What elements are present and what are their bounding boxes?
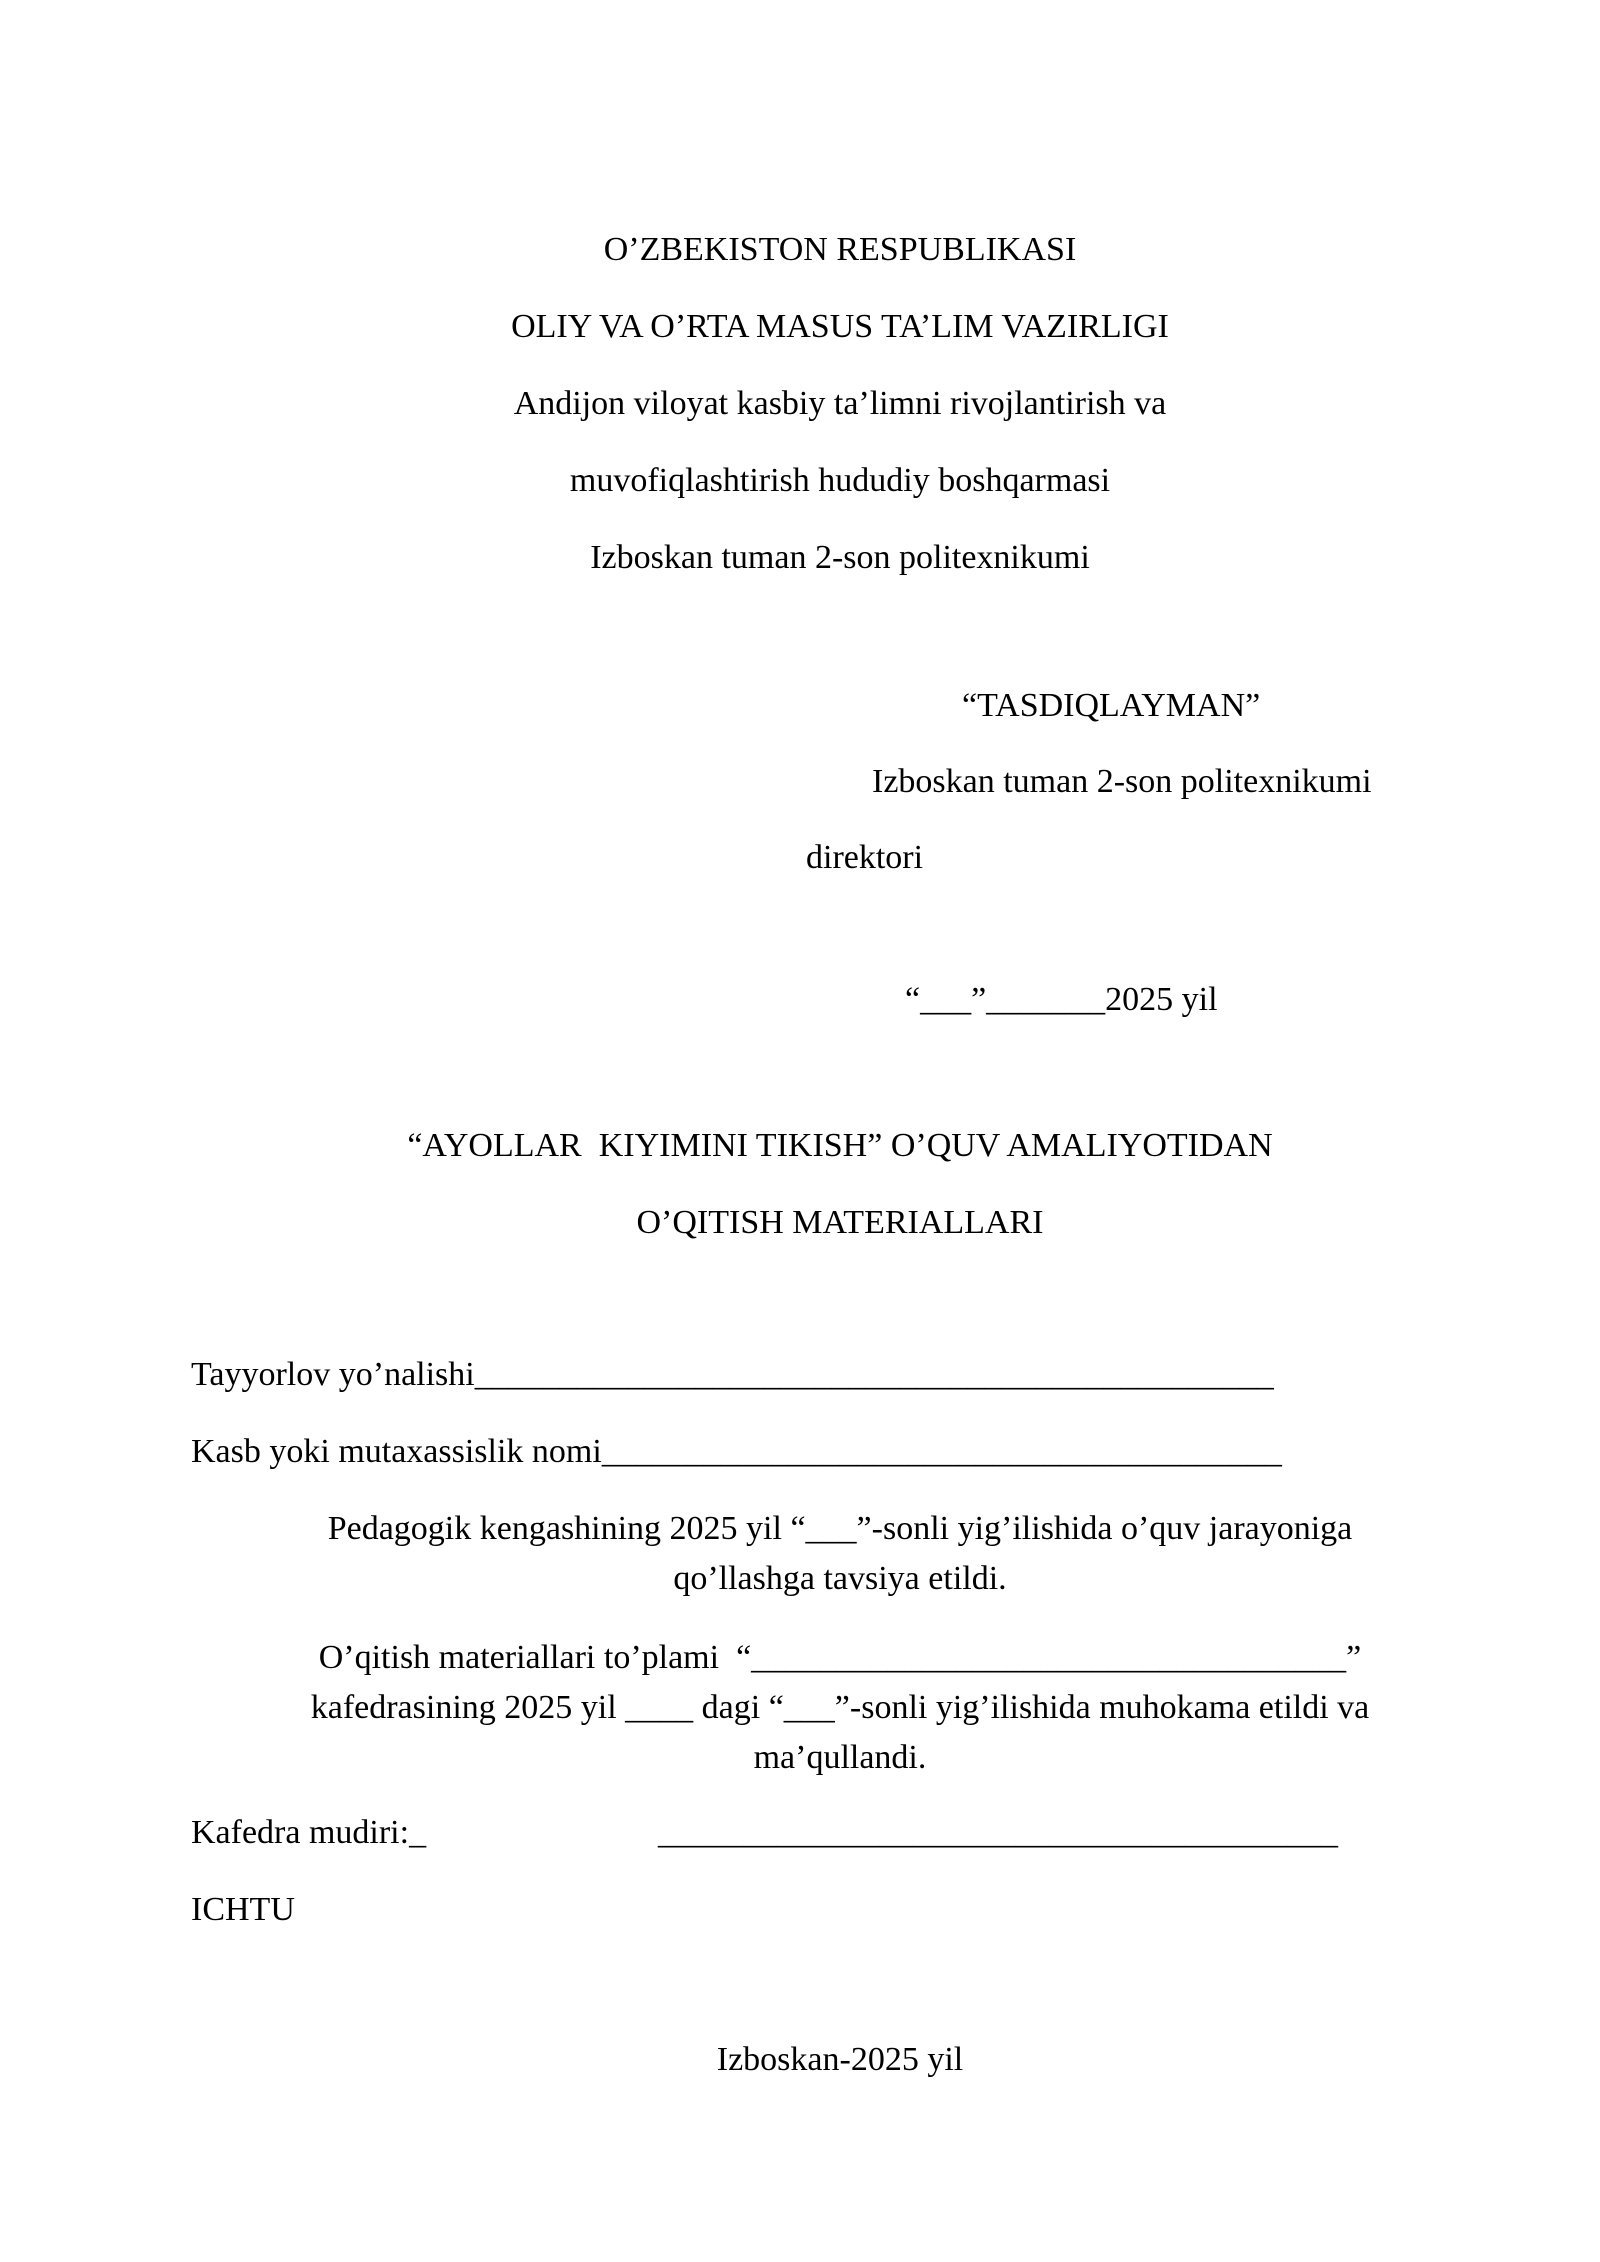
direction-field: Tayyorlov yo’nalishi_______________________________________________ — [191, 1356, 1274, 1393]
signature-organization: ICHTU — [191, 1891, 295, 1928]
document-subtitle: O’QITISH MATERIALLARI — [636, 1204, 1044, 1241]
approval-position: direktori — [806, 839, 924, 876]
discussion-line-3: ma’qullandi. — [753, 1739, 927, 1776]
place-and-year: Izboskan-2025 yil — [716, 2041, 964, 2078]
header-country: O’ZBEKISTON RESPUBLIKASI — [603, 231, 1077, 268]
profession-field: Kasb yoki mutaxassislik nomi________________________________________ — [191, 1433, 1282, 1470]
approval-date: “___”_______2025 yil — [905, 981, 1218, 1018]
discussion-line-1: O’qitish materiallari to’plami “___________________________________” — [318, 1639, 1362, 1676]
header-administration: muvofiqlashtirish hududiy boshqarmasi — [569, 462, 1111, 499]
header-ministry: OLIY VA O’RTA MASUS TA’LIM VAZIRLIGI — [511, 308, 1169, 345]
approval-title: “TASDIQLAYMAN” — [962, 687, 1261, 724]
recommendation-line-1: Pedagogik kengashining 2025 yil “___”-sonli yig’ilishida o’quv jarayoniga — [327, 1510, 1353, 1547]
recommendation-line-2: qo’llashga tavsiya etildi. — [673, 1560, 1007, 1597]
discussion-line-2: kafedrasining 2025 yil ____ dagi “___”-sonli yig’ilishida muhokama etildi va — [310, 1689, 1370, 1726]
signature-blank: ________________________________________ — [658, 1814, 1338, 1851]
document-title: “AYOLLAR KIYIMINI TIKISH” O’QUV AMALIYOTIDAN — [407, 1127, 1273, 1164]
header-region: Andijon viloyat kasbiy ta’limni rivojlantirish va — [513, 385, 1167, 422]
signature-label: Kafedra mudiri:_ — [191, 1814, 427, 1851]
approval-organization: Izboskan tuman 2-son politexnikumi — [872, 763, 1372, 800]
header-institution: Izboskan tuman 2-son politexnikumi — [590, 539, 1090, 576]
